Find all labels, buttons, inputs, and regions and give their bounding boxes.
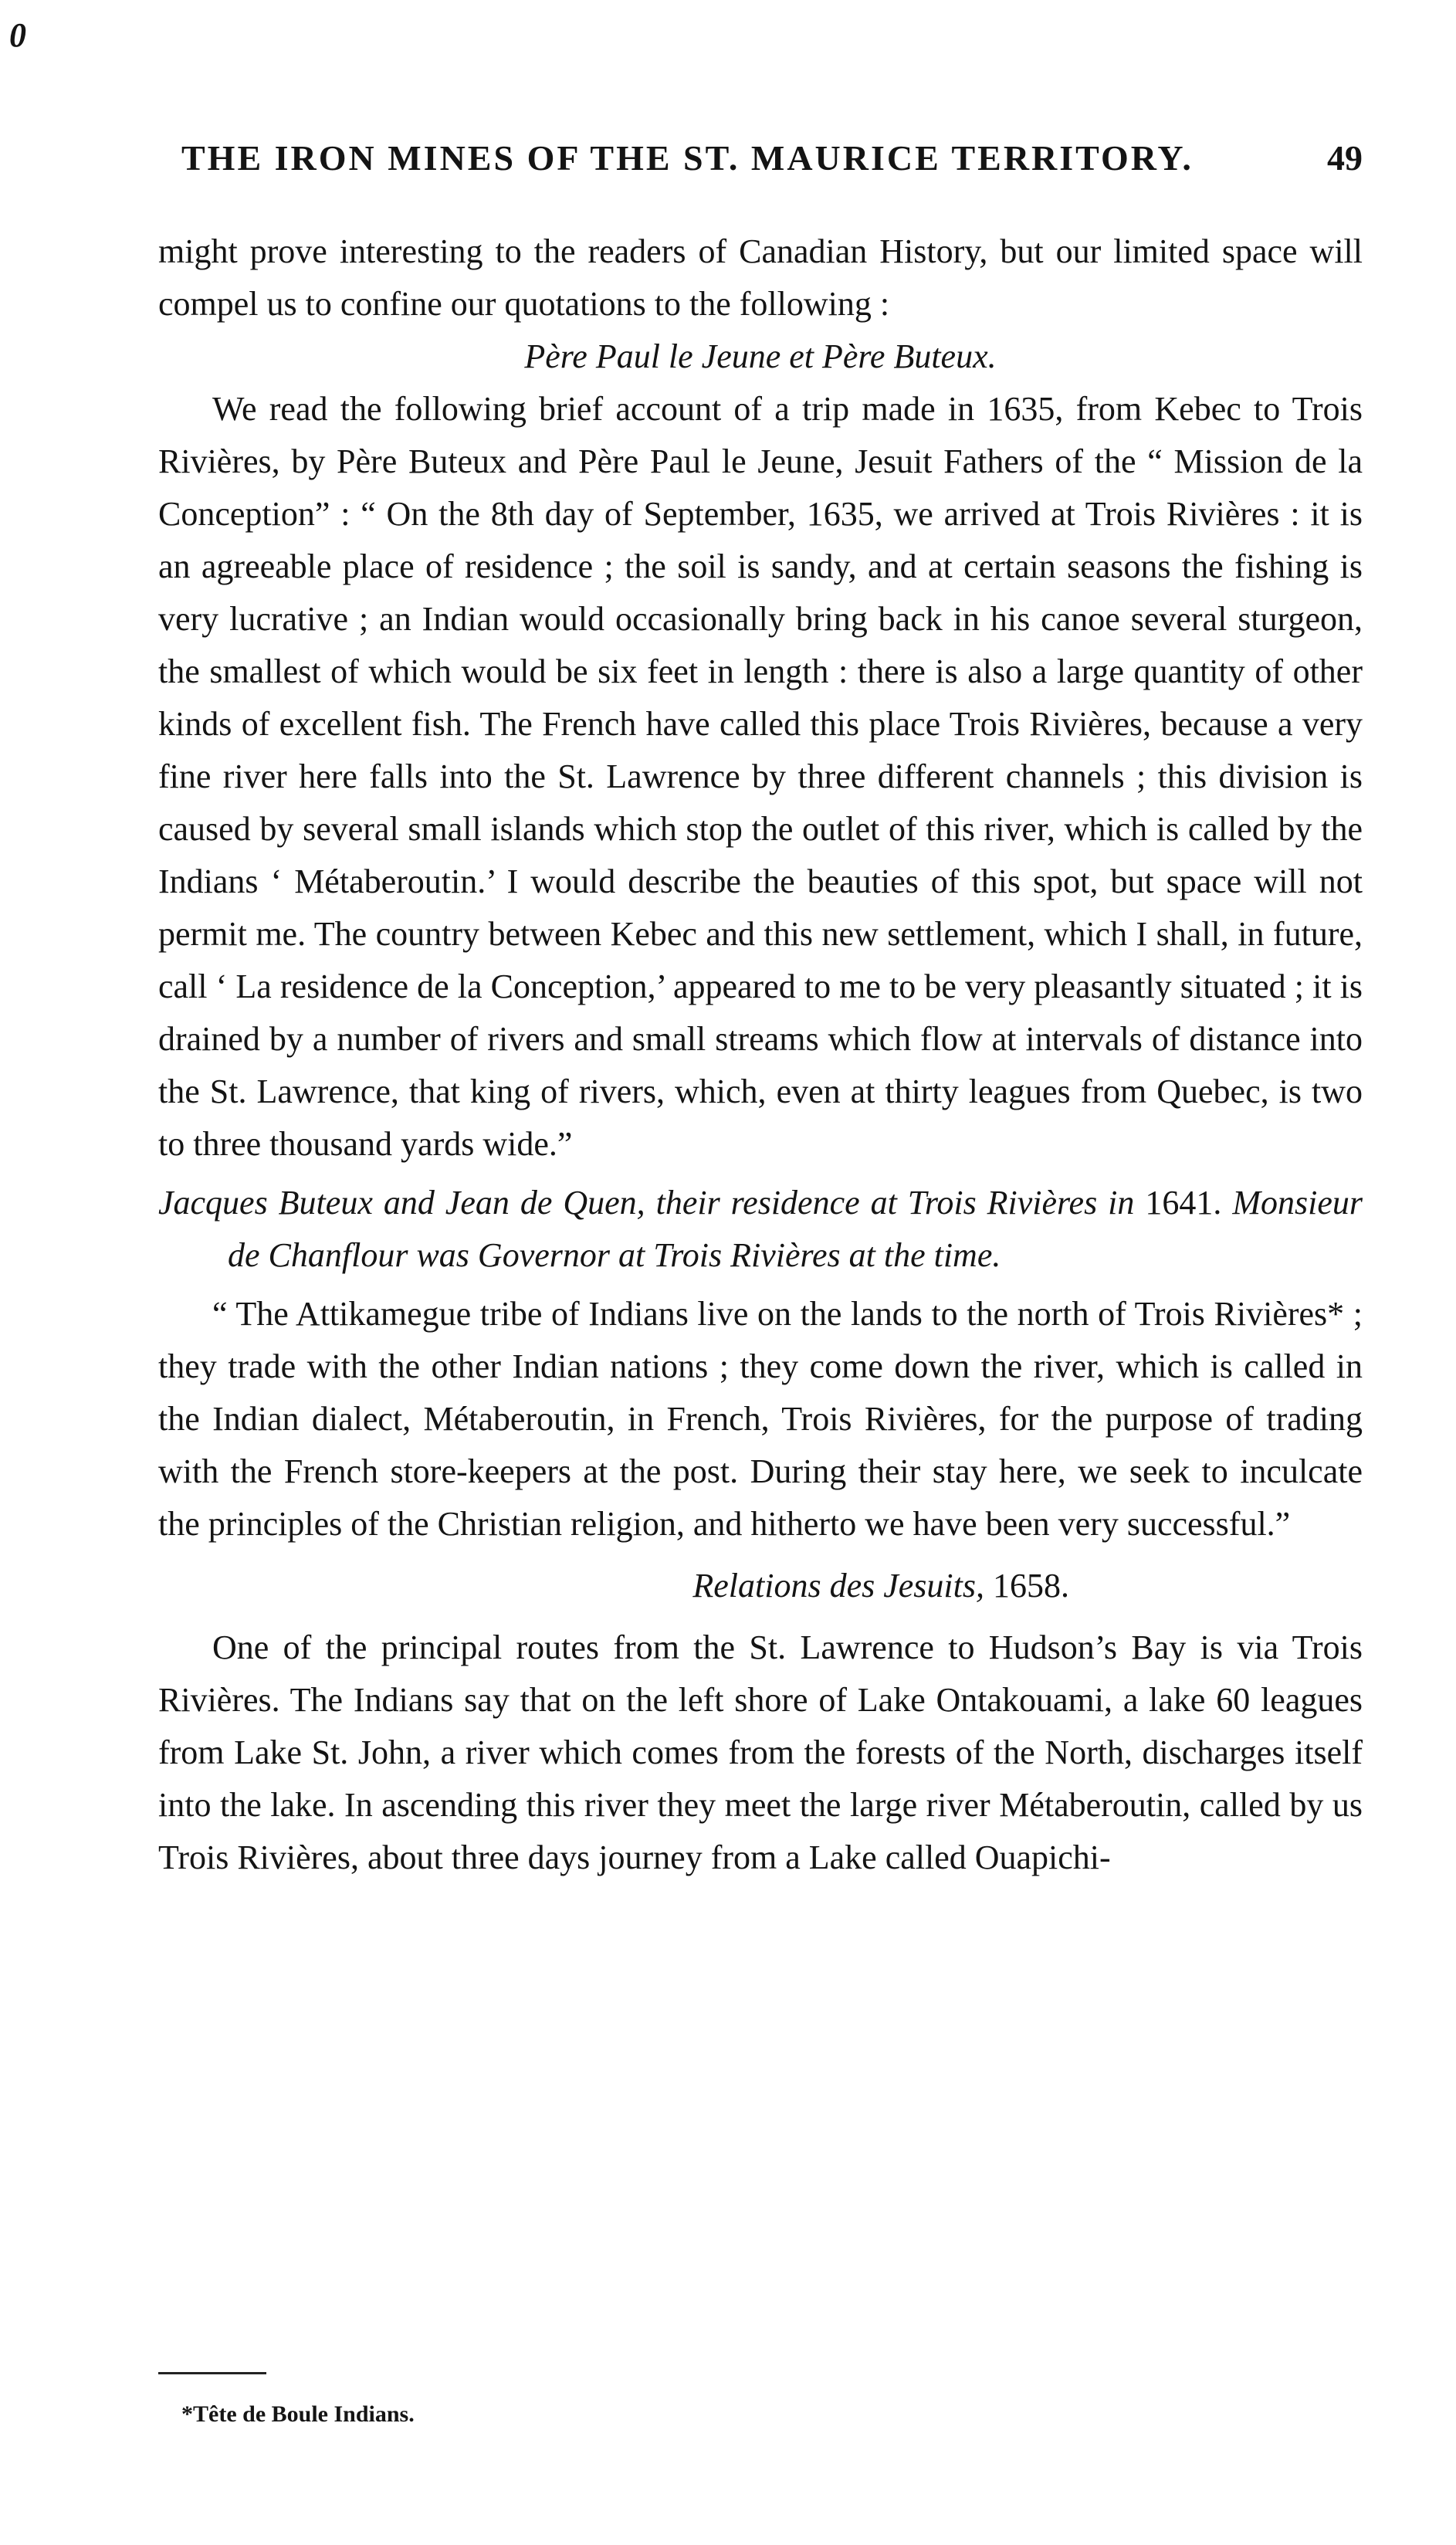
paragraph-account-1635: We read the following brief account of a trip made in 1635, from Kebec to Trois Rivières, by Père Buteux and Père Paul le Jeune, Jesuit Fathers of the “ Mission de la Conception” : “ On the 8th day of September, 1635, we arrived at Trois Rivières : it is an agreeable place of residence ; the soil is sandy, and at certain seasons the fishing is very lucrative ; an Indian would occasionally bring back in his canoe several sturgeon, the smallest of which would be six feet in length : there is also a large quantity of other kinds of excellent fish. The French have called this place Trois Rivières, because a very fine river here falls into the St. Lawrence by three different channels ; this division is caused by several small islands which stop the outlet of this river, which is called by the Indians ‘ Métaberoutin.’ I would describe the beauties of this spot, but space will not permit me. The country between Kebec and this new settlement, which I shall, in future, call ‘ La residence de la Conception,’ appeared to me to be very pleasantly situated ; it is drained by a number of rivers and small streams which flow at intervals of distance into the St. Lawrence, that king of rivers, which, even at thirty leagues from Quebec, is two to three thousand yards wide.” [158,390,1363,1163]
heading-buteux-de-quen [158,1177,1363,1282]
attribution-relations [158,1560,1363,1612]
heading-jesuit-fathers: Père Paul le Jeune et Père Buteux. [524,337,997,375]
page-number: 49 [1327,138,1363,178]
corner-mark: 0 [9,16,26,54]
attribution-year: 1658. [993,1567,1069,1605]
heading-buteux-part-a: Jacques Buteux and Jean de Quen, their residence at Trois Rivières in [158,1184,1135,1222]
paragraph-routes: One of the principal routes from the St. Lawrence to Hudson’s Bay is via Trois Rivières. The Indians say that on the left shore of Lake Ontakouami, a lake 60 leagues from Lake St. John, a river which comes from the forests of the North, discharges itself into the lake. In ascending this river they meet the large river Métaberoutin, called by us Trois Rivières, about three days journey from a Lake called Ouapichi- [158,1628,1363,1876]
body-text [158,225,1363,1884]
heading-buteux-part-b: Monsieur de Chanflour was Governor at Trois Rivières at the time. [228,1184,1363,1274]
heading-buteux-year: 1641. [1145,1184,1222,1222]
running-title: THE IRON MINES OF THE ST. MAURICE TERRITORY. [181,138,1194,178]
attribution-title: Relations des Jesuits, [692,1567,984,1605]
paragraph-intro: might prove interesting to the readers of Canadian History, but our limited space will compel us to confine our quotations to the following : [158,232,1363,323]
footnote: *Tête de Boule Indians. [181,2401,415,2427]
page-header [181,137,1363,199]
footnote-divider [158,2372,266,2374]
paragraph-attikamegue: “ The Attikamegue tribe of Indians live on the lands to the north of Trois Rivières* ; they trade with the other Indian nations ; they come down the river, which is called in the Indian dialect, Métaberoutin, in French, Trois Rivières, for the purpose of trading with the French store-keepers at the post. During their stay here, we seek to inculcate the principles of the Christian religion, and hitherto we have been very successful.” [158,1295,1363,1543]
